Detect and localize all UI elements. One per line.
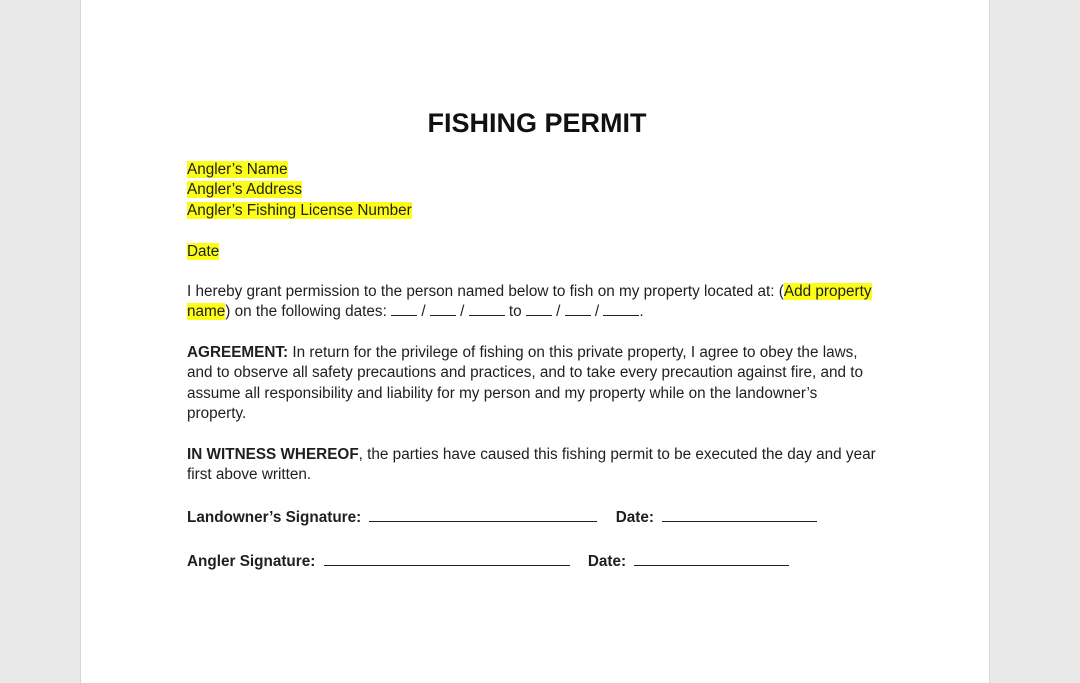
witness-paragraph xyxy=(187,445,877,486)
end-month-blank xyxy=(526,302,552,316)
permission-text-1: I hereby grant permission to the person named below to fish on my property located at: ( xyxy=(187,283,784,300)
start-month-blank xyxy=(391,302,417,316)
landowner-signature-label: Landowner’s Signature: xyxy=(187,509,362,526)
angler-info-block xyxy=(187,160,877,221)
witness-text: , the parties have caused this fishing permit to be executed the day and year first above written. xyxy=(187,446,876,484)
agreement-text: In return for the privilege of fishing on this private property, I agree to obey the laws, and to observe all safety precautions and practices, and to take every precaution against fire, and to assume all responsibility and liability for my person and my property while on the landowner’s property. xyxy=(187,344,864,423)
angler-address-placeholder: Angler’s Address xyxy=(187,181,303,199)
angler-signature-label: Angler Signature: xyxy=(187,553,316,570)
landowner-signature-row xyxy=(187,507,817,528)
end-year-blank xyxy=(603,302,639,316)
agreement-paragraph xyxy=(187,343,877,425)
permission-text-2: ) on the following dates: xyxy=(225,303,387,321)
start-day-blank xyxy=(430,302,456,316)
document-page xyxy=(80,0,990,683)
to-word: to xyxy=(508,303,522,321)
angler-license-placeholder: Angler’s Fishing License Number xyxy=(187,201,412,219)
date-placeholder: Date xyxy=(187,243,220,260)
landowner-signature-line[interactable] xyxy=(369,507,597,522)
date-block xyxy=(187,242,877,262)
angler-signature-line[interactable] xyxy=(324,551,570,566)
angler-name-placeholder: Angler’s Name xyxy=(187,161,288,178)
document-title: FISHING PERMIT xyxy=(427,108,647,138)
end-day-blank xyxy=(565,302,591,316)
angler-signature-row xyxy=(187,551,789,572)
start-year-blank xyxy=(469,302,505,316)
witness-label: IN WITNESS WHEREOF xyxy=(187,446,359,463)
landowner-date-line[interactable] xyxy=(662,507,817,522)
agreement-label: AGREEMENT: xyxy=(187,344,289,361)
property-name-placeholder: Add property name xyxy=(187,283,872,321)
angler-date-label: Date: xyxy=(587,553,627,570)
permission-paragraph: I hereby grant permission to the person named below to fish on my property located at: (Add property name) on the following dates: / / to / / . xyxy=(187,283,872,321)
angler-date-line[interactable] xyxy=(634,551,789,566)
landowner-date-label: Date: xyxy=(615,509,654,526)
